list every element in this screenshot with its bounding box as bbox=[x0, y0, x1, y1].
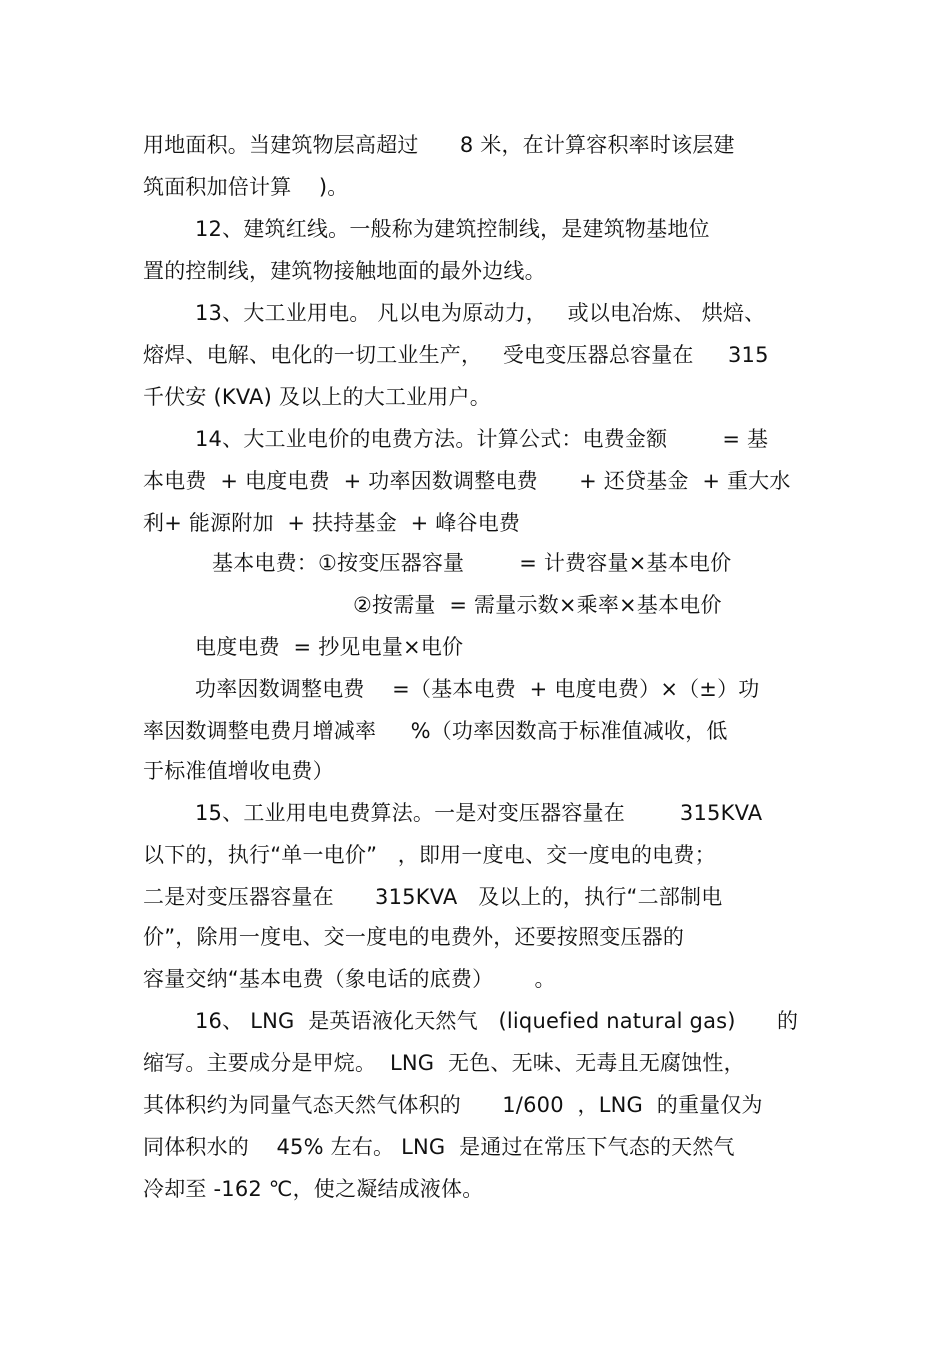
text-line-5: 13、大工业用电。 凡以电为原动力， 或以电冶炼、 烘焙、 bbox=[195, 301, 766, 325]
text-line-13: 电度电费 = 抄见电量×电价 bbox=[195, 635, 464, 659]
text-line-4: 置的控制线，建筑物接触地面的最外边线。 bbox=[143, 259, 546, 283]
text-line-16: 于标准值增收电费） bbox=[143, 759, 334, 783]
text-line-9: 本电费 + 电度电费 + 功率因数调整电费 + 还贷基金 + 重大水 bbox=[143, 469, 791, 493]
text-line-17: 15、工业用电电费算法。一是对变压器容量在 315KVA bbox=[195, 801, 763, 825]
text-line-18: 以下的，执行“单一电价” ，即用一度电、交一度电的电费； bbox=[143, 843, 716, 867]
text-line-11: 基本电费：①按变压器容量 = 计费容量×基本电价 bbox=[212, 551, 732, 575]
text-line-1: 用地面积。当建筑物层高超过 8 米，在计算容积率时该层建 bbox=[143, 133, 735, 157]
text-line-7: 千伏安 (KVA) 及以上的大工业用户。 bbox=[143, 385, 491, 409]
text-line-15: 率因数调整电费月增减率 %（功率因数高于标准值减收，低 bbox=[143, 719, 728, 743]
text-line-14: 功率因数调整电费 =（基本电费 + 电度电费）×（±）功 bbox=[195, 677, 760, 701]
text-line-23: 缩写。主要成分是甲烷。 LNG 无色、无味、无毒且无腐蚀性， bbox=[143, 1051, 745, 1075]
text-line-3: 12、建筑红线。一般称为建筑控制线，是建筑物基地位 bbox=[195, 217, 710, 241]
text-line-21: 容量交纳“基本电费（象电话的底费） 。 bbox=[143, 967, 556, 991]
text-line-2: 筑面积加倍计算 )。 bbox=[143, 175, 349, 199]
text-line-20: 价”，除用一度电、交一度电的电费外，还要按照变压器的 bbox=[143, 925, 685, 949]
text-line-6: 熔焊、电解、电化的一切工业生产， 受电变压器总容量在 315 bbox=[143, 343, 769, 367]
text-line-12: ②按需量 = 需量示数×乘率×基本电价 bbox=[353, 593, 722, 617]
text-line-25: 同体积水的 45% 左右。 LNG 是通过在常压下气态的天然气 bbox=[143, 1135, 735, 1159]
text-line-22: 16、 LNG 是英语液化天然气 (liquefied natural gas) 的 bbox=[195, 1009, 799, 1033]
text-line-19: 二是对变压器容量在 315KVA 及以上的，执行“二部制电 bbox=[143, 885, 723, 909]
text-line-24: 其体积约为同量气态天然气体积的 1/600 ，LNG 的重量仅为 bbox=[143, 1093, 763, 1117]
text-line-8: 14、大工业电价的电费方法。计算公式：电费金额 = 基 bbox=[195, 427, 769, 451]
text-line-10: 利+ 能源附加 + 扶持基金 + 峰谷电费 bbox=[143, 511, 521, 535]
text-line-26: 冷却至 -162 ℃，使之凝结成液体。 bbox=[143, 1177, 484, 1201]
